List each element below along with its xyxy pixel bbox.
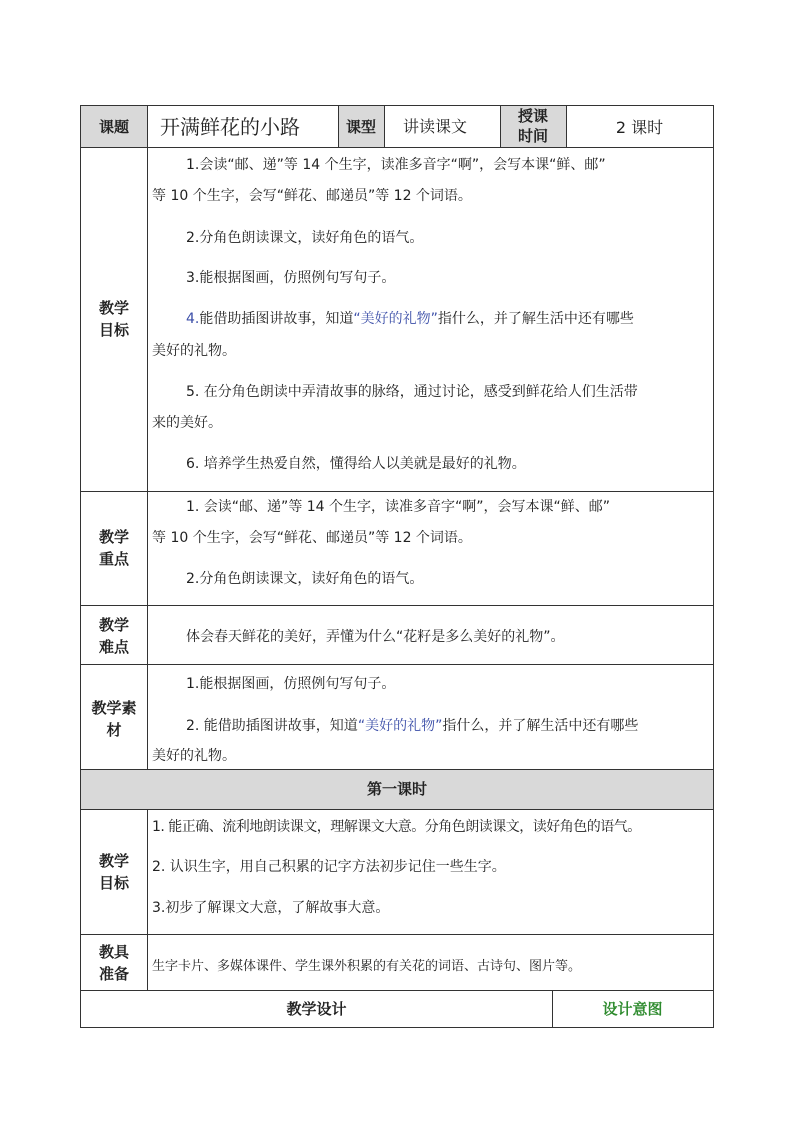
objective-number: 4. — [186, 311, 200, 327]
design-label: 教学设计 — [286, 1000, 347, 1018]
objectives-label-line2: 目标 — [98, 321, 129, 339]
objective-line: 来的美好。 — [152, 415, 222, 431]
lesson-title: 开满鲜花的小路 — [160, 115, 300, 139]
material-text: 2. 能借助插图讲故事，知道 — [186, 718, 358, 734]
lesson1-objective-line: 2. 认识生字，用自己积累的记字方法初步记住一些生字。 — [152, 859, 506, 875]
lesson1-objective-line: 3.初步了解课文大意，了解故事大意。 — [152, 900, 390, 916]
materials-label-line2: 材 — [106, 721, 122, 739]
objective-line: 1.会读“邮、递”等 14 个生字，读准多音字“啊”，会写本课“鲜、邮” — [186, 157, 606, 173]
objective-line: 3.能根据图画，仿照例句写句子。 — [186, 270, 396, 286]
keypoints-label-line2: 重点 — [98, 550, 129, 568]
objective-text: 能借助插图讲故事，知道 — [199, 311, 354, 327]
title-label: 课题 — [98, 118, 129, 136]
material-line — [186, 716, 638, 736]
keypoint-line: 2.分角色朗读课文，读好角色的语气。 — [186, 571, 424, 587]
objective-line: 5. 在分角色朗读中弄清故事的脉络，通过讨论，感受到鲜花给人们生活带 — [186, 384, 638, 400]
prep-label-line2: 准备 — [98, 965, 129, 983]
lesson1-objectives-label-line2: 目标 — [98, 874, 129, 892]
lesson1-objective-line: 1. 能正确、流利地朗读课文，理解课文大意。分角色朗读课文，读好角色的语气。 — [152, 819, 641, 835]
keypoint-line: 等 10 个生字，会写“鲜花、邮递员”等 12 个词语。 — [152, 530, 472, 546]
time-label-line2: 时间 — [517, 127, 548, 145]
materials-label-line1: 教学素 — [91, 699, 137, 717]
objective-text: 指什么，并了解生活中还有哪些 — [437, 311, 634, 327]
lesson-type: 讲读课文 — [403, 117, 468, 136]
difficulties-label-line2: 难点 — [98, 638, 129, 656]
lesson1-heading: 第一课时 — [366, 780, 427, 798]
objective-line — [186, 309, 634, 329]
objective-line: 6. 培养学生热爱自然，懂得给人以美就是最好的礼物。 — [186, 456, 526, 472]
objective-line: 2.分角色朗读课文，读好角色的语气。 — [186, 230, 424, 246]
type-label: 课型 — [345, 118, 376, 136]
intent-label: 设计意图 — [602, 1000, 663, 1018]
lesson1-objectives-label-line1: 教学 — [98, 852, 129, 870]
prep-label-line1: 教具 — [98, 943, 129, 961]
material-highlight: “美好的礼物” — [357, 718, 443, 734]
objective-highlight: “美好的礼物” — [353, 311, 438, 327]
lesson-time: 2 课时 — [615, 118, 664, 137]
objectives-label-line1: 教学 — [98, 299, 129, 317]
material-text: 指什么，并了解生活中还有哪些 — [442, 718, 639, 734]
material-line: 美好的礼物。 — [152, 748, 236, 764]
difficulties-label-line1: 教学 — [98, 616, 129, 634]
objective-line: 等 10 个生字，会写“鲜花、邮递员”等 12 个词语。 — [152, 188, 472, 204]
objective-line: 美好的礼物。 — [152, 343, 236, 359]
prep-text: 生字卡片、多媒体课件、学生课外积累的有关花的词语、古诗句、图片等。 — [152, 959, 582, 974]
difficulties-text: 体会春天鲜花的美好，弄懂为什么“花籽是多么美好的礼物”。 — [186, 629, 565, 645]
keypoint-line: 1. 会读“邮、递”等 14 个生字，读准多音字“啊”，会写本课“鲜、邮” — [186, 499, 611, 515]
time-label-line1: 授课 — [517, 107, 548, 125]
keypoints-label-line1: 教学 — [98, 528, 129, 546]
material-line: 1.能根据图画，仿照例句写句子。 — [186, 676, 396, 692]
